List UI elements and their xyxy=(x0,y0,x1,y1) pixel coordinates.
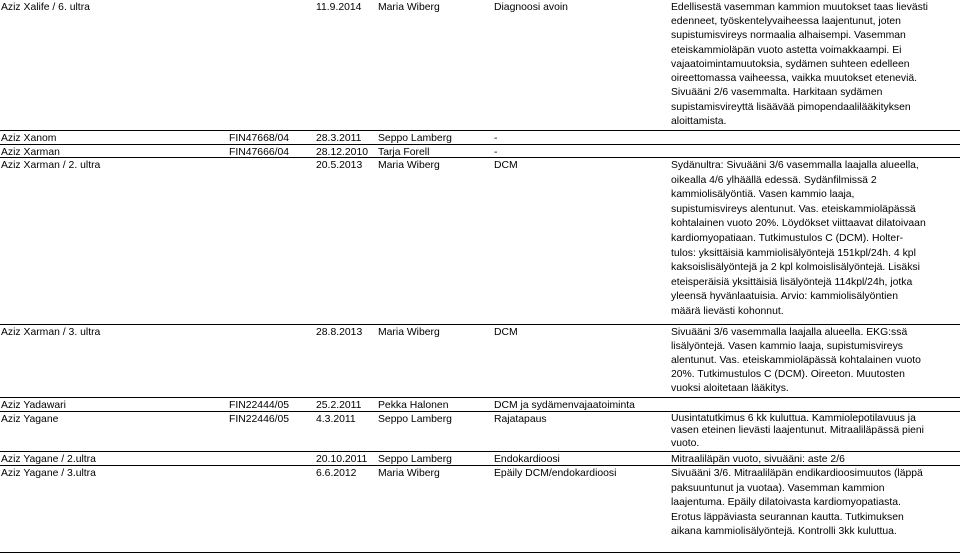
notes-line: 20%. Tutkimustulos C (DCM). Oireeton. Muutosten xyxy=(671,369,905,380)
notes-line: paksuuntunut ja vuotaa). Vasemman kammion xyxy=(671,482,885,494)
notes-line: kaksoislisälyöntejä ja 2 kpl kolmoislisälyöntejä. Lisäksi xyxy=(671,262,920,274)
notes-line: Erotus läppäviasta seurannan kautta. Tutkimuksen xyxy=(671,511,904,523)
table-row xyxy=(0,452,960,466)
notes-line: Sivuääni 3/6 vasemmalla laajalla alueella. EKG:ssä xyxy=(671,327,908,338)
date-cell: 28.8.2013 xyxy=(316,327,363,338)
notes-cell xyxy=(671,326,958,396)
name-cell: Aziz Xarman xyxy=(1,147,60,158)
diagnosis-cell: Diagnoosi avoin xyxy=(494,2,568,13)
date-cell: 4.3.2011 xyxy=(316,414,356,425)
notes-cell xyxy=(671,467,958,540)
id-cell: FIN22446/05 xyxy=(229,414,290,425)
table-row xyxy=(0,158,960,325)
diagnosis-cell: DCM xyxy=(494,160,518,171)
table-row xyxy=(0,466,960,553)
notes-line: laajentuma. Epäily dilatoivasta kardiomyopatiasta. xyxy=(671,497,901,509)
doctor-cell: Maria Wiberg xyxy=(378,2,440,13)
notes-line: Edellisestä vasemman kammion muutokset taas lievästi xyxy=(671,2,928,13)
doctor-cell: Maria Wiberg xyxy=(378,327,440,338)
notes-line: lisälyöntejä. Vasen kammio laaja, supistumisvireys xyxy=(671,341,903,352)
notes-line: Uusintatutkimus 6 kk kuluttua. Kammiolepotilavuus ja xyxy=(671,413,916,424)
notes-line: Sydänultra: Sivuääni 3/6 vasemmalla laajalla alueella, xyxy=(671,160,919,171)
notes-line: määrä lievästi kohonnut. xyxy=(671,305,784,317)
doctor-cell: Pekka Halonen xyxy=(378,400,449,411)
name-cell: Aziz Xalife / 6. ultra xyxy=(1,2,90,13)
diagnosis-cell: Epäily DCM/endokardioosi xyxy=(494,468,617,479)
date-cell: 25.2.2011 xyxy=(316,400,362,411)
diagnosis-cell: Rajatapaus xyxy=(494,414,547,425)
doctor-cell: Seppo Lamberg xyxy=(378,414,452,425)
name-cell: Aziz Xarman / 2. ultra xyxy=(1,160,101,171)
notes-line: vasen eteinen lievästi laajentunut. Mitraaliläpässä pieni xyxy=(671,425,924,437)
notes-line: Sivuääni 3/6. Mitraaliläpän endikardioosimuutos (läppä xyxy=(671,468,923,479)
notes-line: edenneet, työskentelyvaiheessa laajentunut, joten xyxy=(671,16,901,28)
name-cell: Aziz Yadawari xyxy=(1,400,66,411)
table-row xyxy=(0,131,960,145)
diagnosis-cell: Endokardioosi xyxy=(494,454,560,465)
diagnosis-cell: - xyxy=(494,147,498,158)
id-cell: FIN47668/04 xyxy=(229,133,290,144)
notes-cell xyxy=(671,413,958,450)
name-cell: Aziz Xanom xyxy=(1,133,57,144)
date-cell: 20.10.2011 xyxy=(316,454,368,465)
name-cell: Aziz Yagane / 3.ultra xyxy=(1,468,96,479)
table-row xyxy=(0,0,960,131)
diagnosis-cell: DCM xyxy=(494,327,518,338)
name-cell: Aziz Yagane xyxy=(1,414,59,425)
doctor-cell: Tarja Forell xyxy=(378,147,430,158)
table-row xyxy=(0,325,960,398)
table-row xyxy=(0,398,960,412)
date-cell: 20.5.2013 xyxy=(316,160,363,171)
notes-line: vajaatoimintamuutoksia, sydämen suhteen edelleen xyxy=(671,58,910,70)
notes-line: oikealla 4/6 ylhäällä edessä. Sydänfilmissä 2 xyxy=(671,174,877,186)
notes-line: aikana kammiolisälyöntejä. Kontrolli 3kk kuluttua. xyxy=(671,526,897,538)
notes-line: kammiolisälyöntiä. Vasen kammio laaja, xyxy=(671,189,855,201)
table-row xyxy=(0,412,960,452)
notes-line: oireettomassa vaiheessa, vaikka muutokset eteneviä. xyxy=(671,73,918,85)
diagnosis-cell: - xyxy=(494,133,498,144)
notes-line: tulos: yksittäisiä kammiolisälyöntejä 151kpl/24h. 4 kpl xyxy=(671,247,916,259)
notes-line: eteisperäisiä yksittäisiä lisälyöntejä 114kpl/24h, jotka xyxy=(671,276,913,288)
notes-line: supistumisvireys normaalia alhaisempi. Vasemman xyxy=(671,30,906,42)
notes-line: Sivuääni 2/6 vasemmalta. Harkitaan sydämen xyxy=(671,87,883,99)
doctor-cell: Seppo Lamberg xyxy=(378,133,452,144)
notes-line: supistumisvireys alentunut. Vas. eteiskammioläpässä xyxy=(671,203,916,215)
doctor-cell: Maria Wiberg xyxy=(378,468,440,479)
notes-line: Mitraaliläpän vuoto, sivuääni: aste 2/6 xyxy=(671,454,845,465)
notes-line: vuoto. xyxy=(671,437,700,449)
table-row xyxy=(0,145,960,158)
name-cell: Aziz Xarman / 3. ultra xyxy=(1,327,101,338)
date-cell: 28.12.2010 xyxy=(316,147,369,158)
notes-line: kardiomyopatiaan. Tutkimustulos C (DCM). Holter- xyxy=(671,232,904,244)
doctor-cell: Seppo Lamberg xyxy=(378,454,452,465)
id-cell: FIN22444/05 xyxy=(229,400,290,411)
notes-cell xyxy=(671,1,958,129)
date-cell: 11.9.2014 xyxy=(316,2,362,13)
doctor-cell: Maria Wiberg xyxy=(378,160,440,171)
notes-line: eteiskammioläpän vuoto astetta voimakkaampi. Ei xyxy=(671,44,902,56)
notes-line: supistamisvireyttä lisäävää pimopendaalilääkityksen xyxy=(671,101,911,113)
notes-line: aloittamista. xyxy=(671,115,727,127)
notes-line: kohtalainen vuoto 20%. Löydökset viittaavat dilatoivaan xyxy=(671,218,926,230)
date-cell: 6.6.2012 xyxy=(316,468,357,479)
notes-line: yleensä hyvänlaatuisia. Arvio: kammiolisälyöntien xyxy=(671,291,898,303)
name-cell: Aziz Yagane / 2.ultra xyxy=(1,454,96,465)
notes-cell xyxy=(671,159,958,320)
date-cell: 28.3.2011 xyxy=(316,133,362,144)
notes-line: vuoksi aloitetaan lääkitys. xyxy=(671,383,789,394)
notes-line: alentunut. Vas. eteiskammioläpässä kohtalainen vuoto xyxy=(671,355,921,366)
id-cell: FIN47666/04 xyxy=(229,147,290,158)
diagnosis-cell: DCM ja sydämenvajaatoiminta xyxy=(494,400,635,411)
